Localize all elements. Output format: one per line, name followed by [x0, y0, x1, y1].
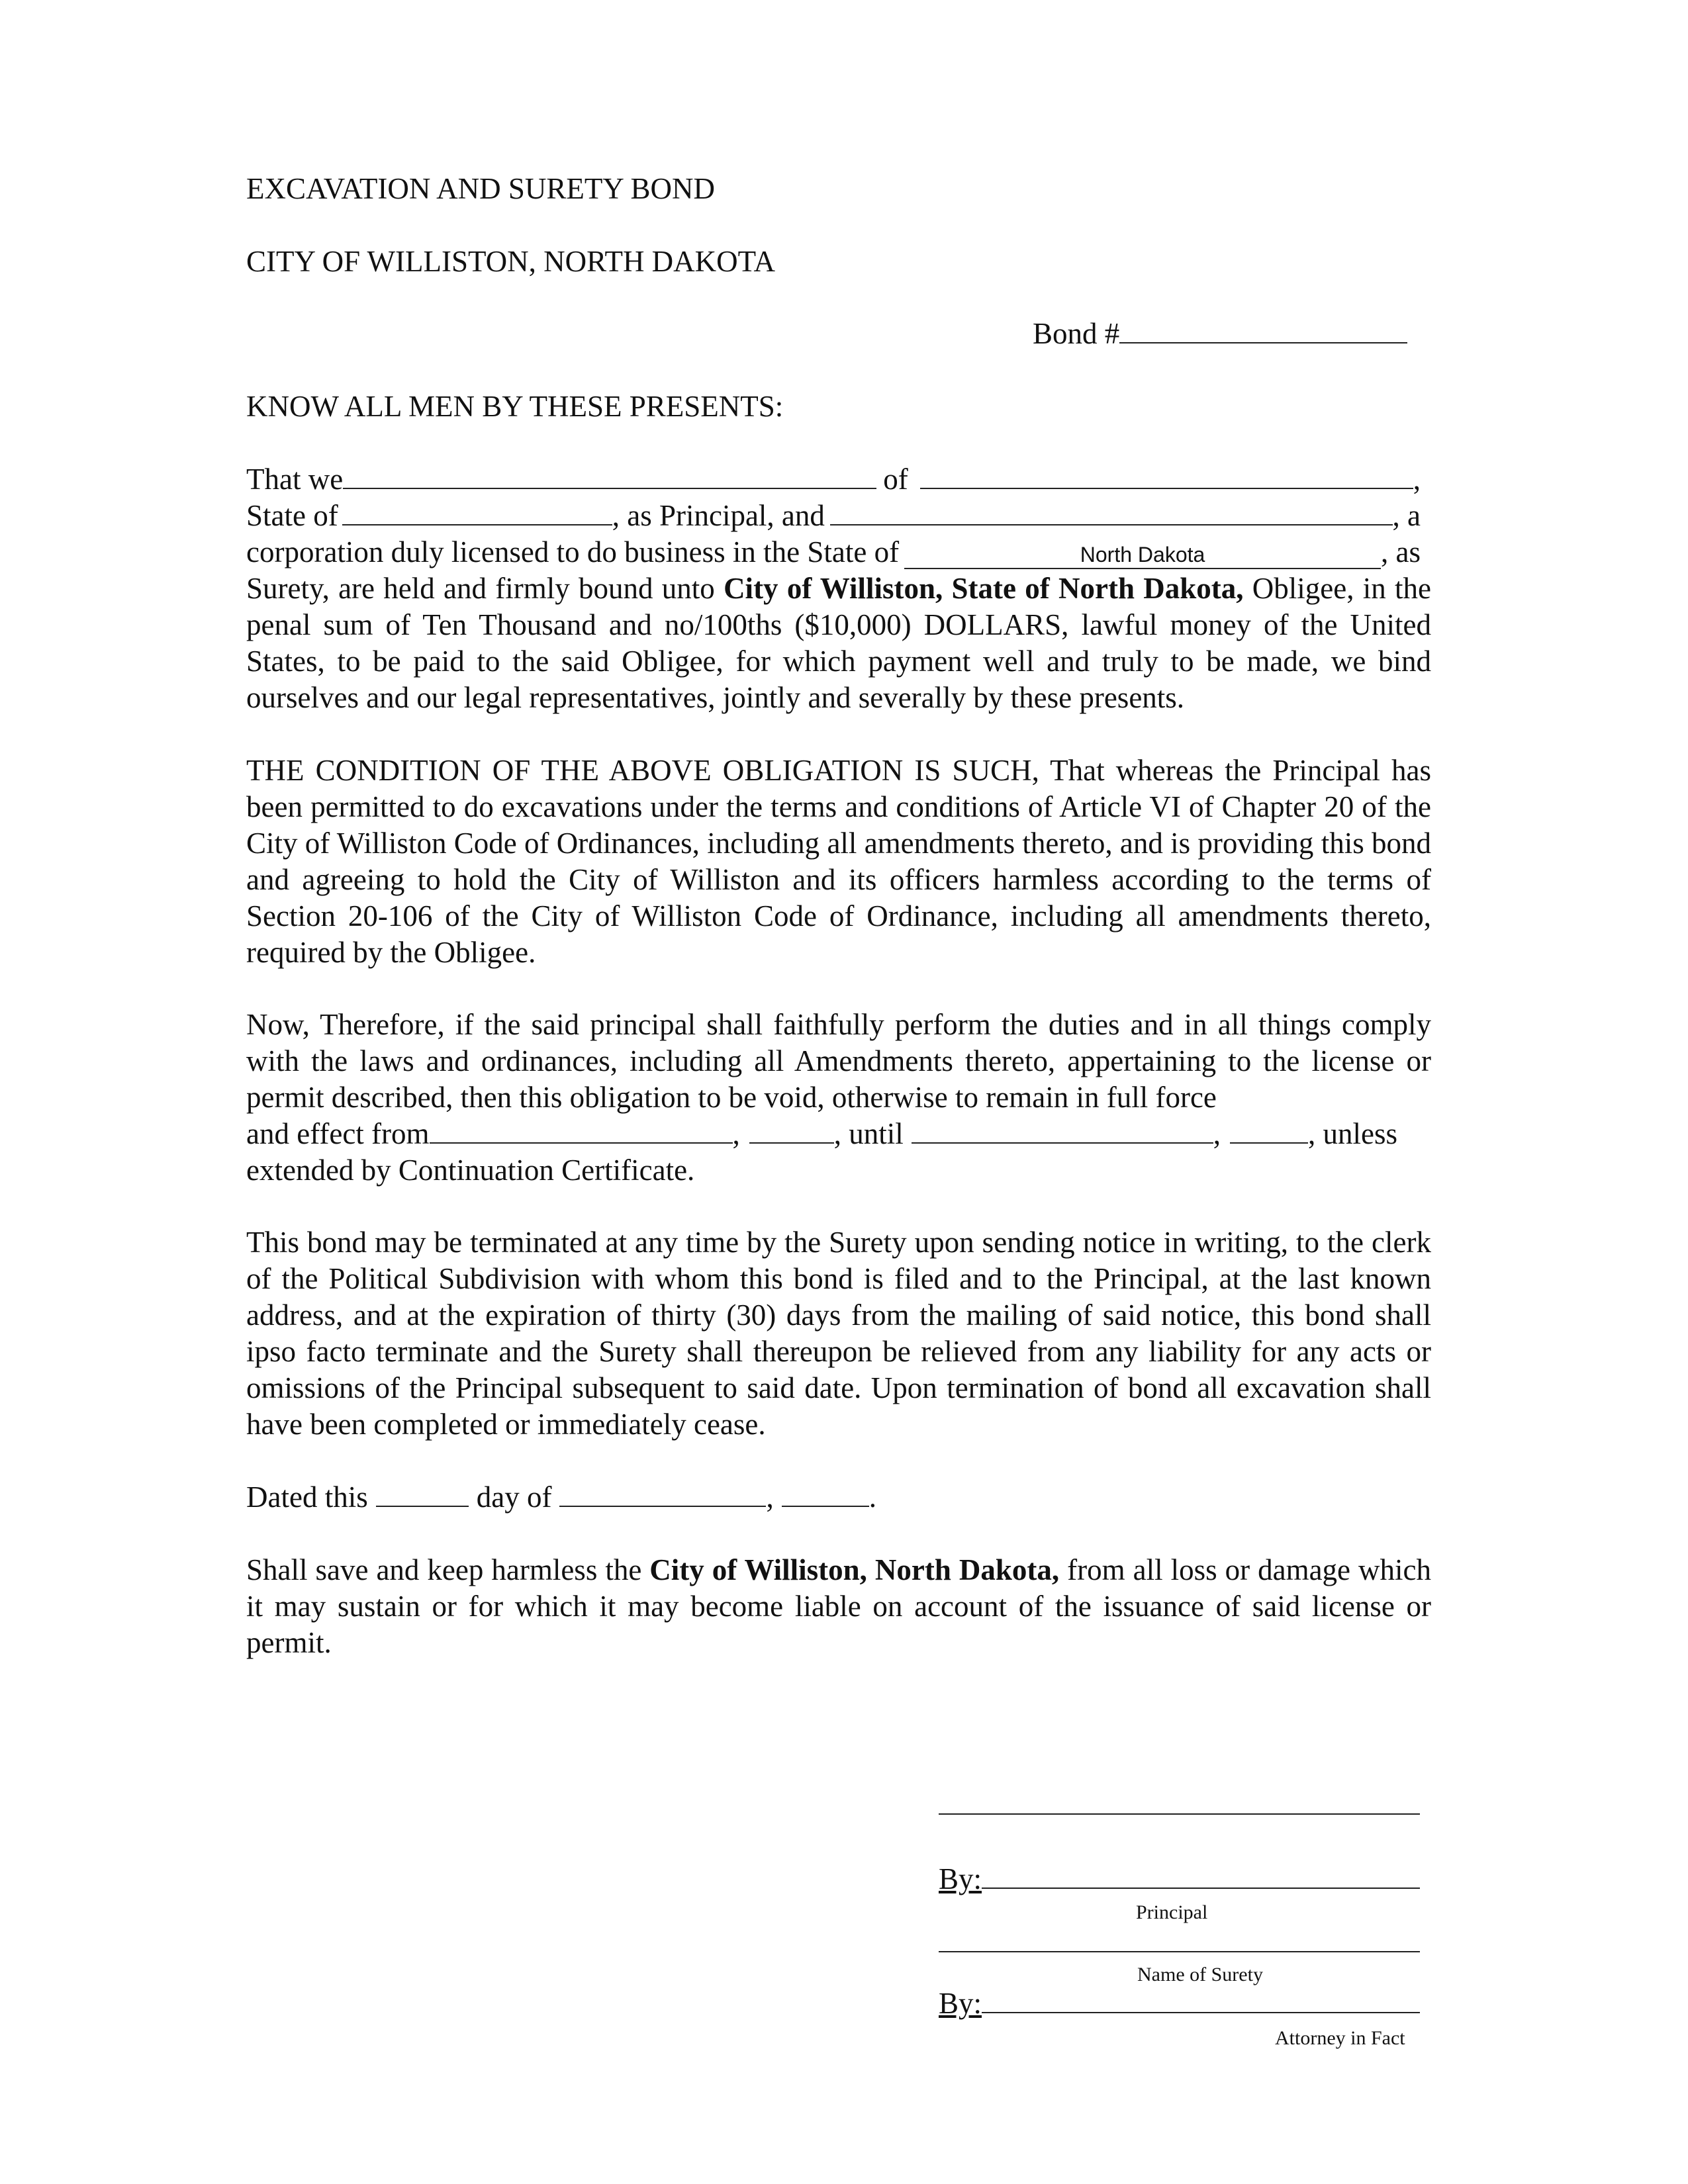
unless-label: , unless — [1308, 1117, 1398, 1150]
period: . — [868, 1480, 876, 1514]
now-therefore-paragraph: Now, Therefore, if the said principal shall faithfully perform the duties and in all things comply with the laws and ordinances, including all Amendments thereto, appertaining to the license or permit described, then this obligation to be void, otherwise to remain in full force — [246, 1008, 1431, 1114]
condition-paragraph: THE CONDITION OF THE ABOVE OBLIGATION IS SUCH, That whereas the Principal has been permitted to do excavations under the terms and conditions of Article VI of Chapter 20 of the City of Williston Code of Ordinances, including all amendments thereto, and is providing this bond and agreeing to hold the City of Williston and its officers harmless according to the terms of Section 20-106 of the City of Williston Code of Ordinance, including all amendments thereto, required by the Obligee. — [246, 754, 1431, 969]
know-all-heading: KNOW ALL MEN BY THESE PRESENTS: — [246, 390, 784, 423]
surety-caption: Name of Surety — [1137, 1964, 1263, 1985]
comma-3: , — [1213, 1117, 1221, 1150]
surety-paragraph — [246, 570, 1431, 716]
of-label: of — [883, 463, 908, 496]
that-we-label: That we — [246, 463, 344, 496]
effect-from-label: and effect from — [246, 1117, 430, 1150]
until-label: , until — [833, 1117, 904, 1150]
principal-by-label: By: — [939, 1862, 982, 1895]
principal-signature-line[interactable] — [939, 1813, 1420, 1815]
dated-day-field[interactable] — [376, 1479, 469, 1507]
attorney-by-field[interactable] — [982, 1985, 1420, 2013]
bond-number-row — [1033, 316, 1407, 352]
surety-state-field[interactable]: North Dakota — [904, 541, 1381, 569]
until-year-field[interactable] — [1230, 1116, 1308, 1144]
party-line-3 — [246, 534, 1421, 570]
bond-number-label: Bond # — [1033, 317, 1120, 350]
attorney-by-label: By: — [939, 1987, 982, 2020]
effect-line — [246, 1116, 1421, 1152]
document-title: EXCAVATION AND SURETY BOND — [246, 172, 715, 205]
obligee-bold: City of Williston, State of North Dakota, — [724, 572, 1244, 605]
comma-2: , — [732, 1117, 740, 1150]
comma-1: , — [1413, 463, 1421, 496]
dated-line — [246, 1479, 908, 1516]
surety-name-line[interactable] — [939, 1951, 1420, 1952]
effect-from-date-field[interactable] — [430, 1116, 733, 1144]
party-line-2 — [246, 498, 1421, 534]
day-of-label: day of — [476, 1480, 552, 1514]
dated-month-field[interactable] — [559, 1479, 766, 1507]
until-date-field[interactable] — [912, 1116, 1213, 1144]
state-of-label: State of — [246, 499, 338, 532]
a-label: , a — [1392, 499, 1421, 532]
principal-state-field[interactable] — [342, 498, 612, 525]
attorney-caption: Attorney in Fact — [1275, 2027, 1405, 2049]
surety-name-field[interactable] — [830, 498, 1393, 525]
extended-line: extended by Continuation Certificate. — [246, 1154, 695, 1187]
principal-by-row — [939, 1861, 1420, 1897]
save-harmless-text-2: from all loss or damage which it may sustain or for which it may become liable on account of the issuance of said license or permit. — [246, 1553, 1431, 1659]
as-principal-label: , as Principal, and — [612, 499, 825, 532]
save-harmless-paragraph — [246, 1552, 1431, 1661]
as-label: , as — [1381, 535, 1421, 569]
principal-caption: Principal — [1136, 1901, 1208, 1923]
termination-paragraph: This bond may be terminated at any time by the Surety upon sending notice in writing, to the clerk of the Political Subdivision with whom this bond is filed and to the Principal, at the last known address, and at the expiration of thirty (30) days from the mailing of said notice, this bond shall ipso facto terminate and the Surety shall thereupon be relieved from any liability for any acts or omissions of the Principal subsequent to said date. Upon termination of bond all excavation shall have been completed or immediately cease. — [246, 1226, 1431, 1441]
corporation-label: corporation duly licensed to do business in the State of — [246, 535, 900, 569]
principal-city-field[interactable] — [920, 461, 1413, 489]
save-harmless-text-1: Shall save and keep harmless the — [246, 1553, 650, 1586]
document-subtitle: CITY OF WILLISTON, NORTH DAKOTA — [246, 245, 776, 278]
dated-this-label: Dated this — [246, 1480, 368, 1514]
save-harmless-bold: City of Williston, North Dakota, — [649, 1553, 1060, 1586]
effect-from-year-field[interactable] — [749, 1116, 834, 1144]
bond-number-field[interactable] — [1119, 316, 1407, 343]
attorney-by-row — [939, 1985, 1420, 2022]
comma-4: , — [766, 1480, 774, 1514]
principal-by-field[interactable] — [982, 1861, 1420, 1889]
surety-text-1: Surety, are held and firmly bound unto — [246, 572, 724, 605]
surety-text-2: Obligee, in the penal sum of Ten Thousand and no/100ths ($10,000) DOLLARS, lawful money of the United States, to be paid to the said Obligee, for which payment well and truly to be made, we bind ourselves and our legal representatives, jointly and severally by these presents. — [246, 572, 1431, 714]
dated-year-field[interactable] — [782, 1479, 869, 1507]
principal-name-field[interactable] — [343, 461, 876, 489]
party-line-1 — [246, 461, 1421, 498]
